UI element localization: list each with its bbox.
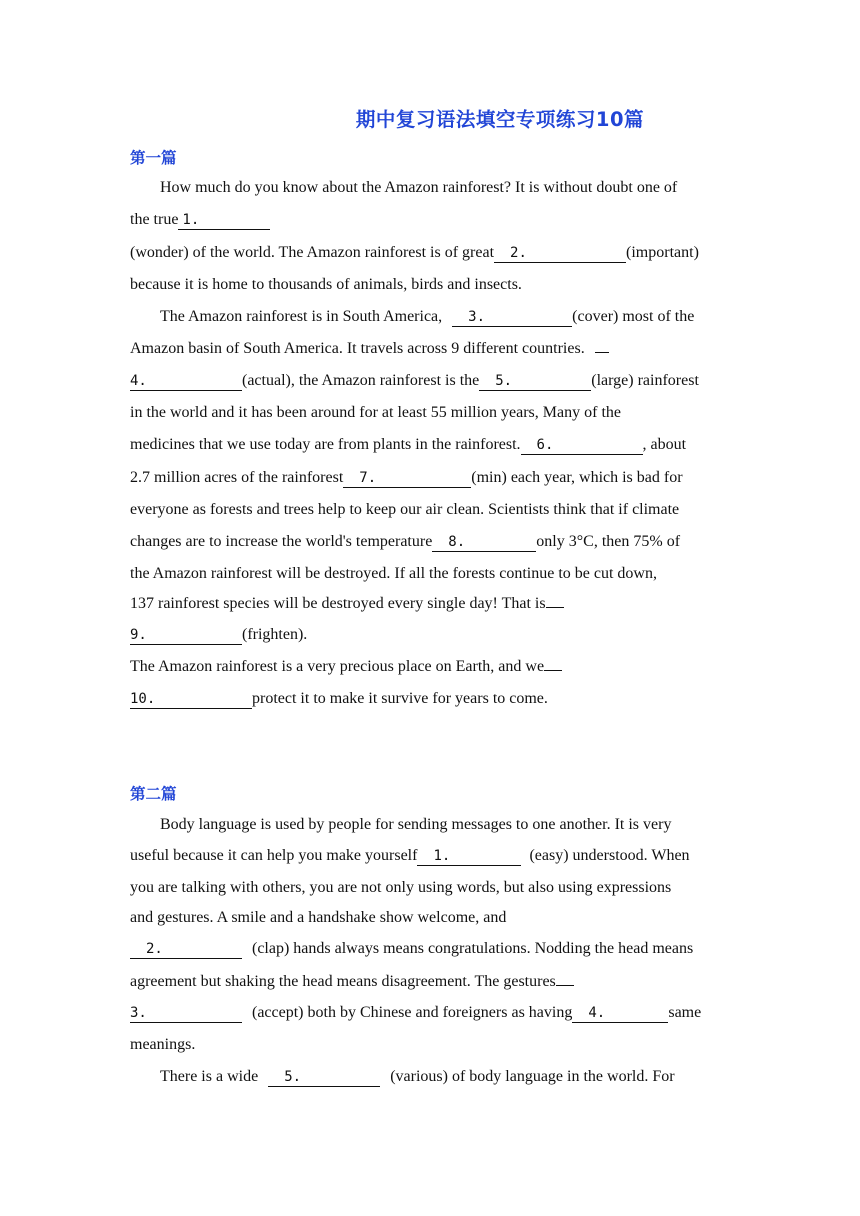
passage1-line-2 (130, 210, 750, 230)
passage2-line-4 (130, 908, 750, 928)
passage1-line-16 (130, 657, 750, 677)
answer-blank-10[interactable]: 10. (130, 690, 252, 709)
answer-blank-7[interactable]: 7. (343, 469, 471, 488)
text: you are talking with others, you are not only using words, but also using expressions (130, 879, 672, 896)
answer-blank-3-start (556, 985, 574, 986)
text: Body language is used by people for sending messages to one another. It is very (160, 816, 672, 833)
text: because it is home to thousands of animals, birds and insects. (130, 276, 522, 293)
passage2-line-8 (130, 1035, 750, 1055)
text: Amazon basin of South America. It travels across 9 different countries. (130, 340, 585, 357)
passage1-line-3 (130, 243, 750, 263)
passage2-line-9 (160, 1067, 780, 1087)
page-title: 期中复习语法填空专项练习10篇 (355, 108, 645, 131)
text: (various) of body language in the world. For (390, 1068, 675, 1085)
passage1-line-7 (130, 371, 750, 391)
text: the true (130, 211, 179, 228)
text: (important) (626, 244, 699, 261)
answer-blank-4-start (595, 352, 609, 353)
answer-blank-1[interactable]: 1. (178, 211, 270, 230)
passage1-line-4 (130, 275, 750, 295)
text: protect it to make it survive for years to come. (252, 690, 548, 707)
text: The Amazon rainforest is a very precious place on Earth, and we (130, 658, 545, 675)
passage1-line-17 (130, 689, 750, 709)
section-heading-1: 第一篇 (130, 149, 177, 167)
text: same (668, 1004, 702, 1021)
text: The Amazon rainforest is in South America, (160, 308, 443, 325)
text: useful because it can help you make yourself (130, 847, 418, 864)
text: , about (642, 436, 687, 453)
answer-blank-6[interactable]: 6. (521, 436, 643, 455)
passage2-line-2 (130, 846, 750, 866)
text: (large) rainforest (591, 372, 699, 389)
text: (min) each year, which is bad for (471, 469, 683, 486)
text: There is a wide (160, 1068, 259, 1085)
passage2-line-6 (130, 972, 750, 992)
text: and gestures. A smile and a handshake show welcome, and (130, 909, 507, 926)
answer-blank-2[interactable]: 2. (130, 940, 242, 959)
text: in the world and it has been around for at least 55 million years, Many of the (130, 404, 621, 421)
answer-blank-3[interactable]: 3. (130, 1004, 242, 1023)
text: (clap) hands always means congratulations. Nodding the head means (252, 940, 694, 957)
text: (easy) understood. When (529, 847, 690, 864)
text: changes are to increase the world's temperature (130, 533, 433, 550)
passage1-line-15 (130, 625, 750, 645)
text: only 3°C, then 75% of (536, 533, 681, 550)
text: everyone as forests and trees help to keep our air clean. Scientists think that if climate (130, 501, 680, 518)
passage1-line-12 (130, 532, 750, 552)
answer-blank-2[interactable]: 2. (494, 244, 626, 263)
answer-blank-8[interactable]: 8. (432, 533, 536, 552)
passage1-line-1 (160, 178, 780, 198)
text: How much do you know about the Amazon rainforest? It is without doubt one of (160, 179, 678, 196)
passage1-line-9 (130, 435, 750, 455)
text: the Amazon rainforest will be destroyed. If all the forests continue to be cut down, (130, 565, 657, 582)
answer-blank-1[interactable]: 1. (417, 847, 521, 866)
answer-blank-4[interactable]: 4. (572, 1004, 668, 1023)
passage1-line-10 (130, 468, 750, 488)
passage2-line-5 (130, 939, 750, 959)
answer-blank-9-start (546, 607, 564, 608)
text: 137 rainforest species will be destroyed every single day! That is (130, 595, 546, 612)
text: agreement but shaking the head means disagreement. The gestures (130, 973, 556, 990)
answer-blank-10-start (544, 670, 562, 671)
answer-blank-4[interactable]: 4. (130, 372, 242, 391)
text: 2.7 million acres of the rainforest (130, 469, 344, 486)
passage1-line-14 (130, 594, 750, 614)
passage1-line-13 (130, 564, 750, 584)
text: meanings. (130, 1036, 196, 1053)
passage1-line-6 (130, 339, 750, 359)
answer-blank-5[interactable]: 5. (479, 372, 591, 391)
text: (cover) most of the (572, 308, 695, 325)
passage1-line-8 (130, 403, 750, 423)
passage1-line-5 (160, 307, 780, 327)
text: (wonder) of the world. The Amazon rainforest is of great (130, 244, 495, 261)
passage1-line-11 (130, 500, 750, 520)
text: (accept) both by Chinese and foreigners as having (252, 1004, 573, 1021)
text: (frighten). (242, 626, 308, 643)
answer-blank-3[interactable]: 3. (452, 308, 572, 327)
text: medicines that we use today are from plants in the rainforest. (130, 436, 521, 453)
section-heading-2: 第二篇 (130, 785, 177, 803)
answer-blank-9[interactable]: 9. (130, 626, 242, 645)
passage2-line-1 (160, 815, 780, 835)
passage2-line-7 (130, 1003, 750, 1023)
passage2-line-3 (130, 878, 750, 898)
text: (actual), the Amazon rainforest is the (242, 372, 480, 389)
answer-blank-5[interactable]: 5. (268, 1068, 380, 1087)
